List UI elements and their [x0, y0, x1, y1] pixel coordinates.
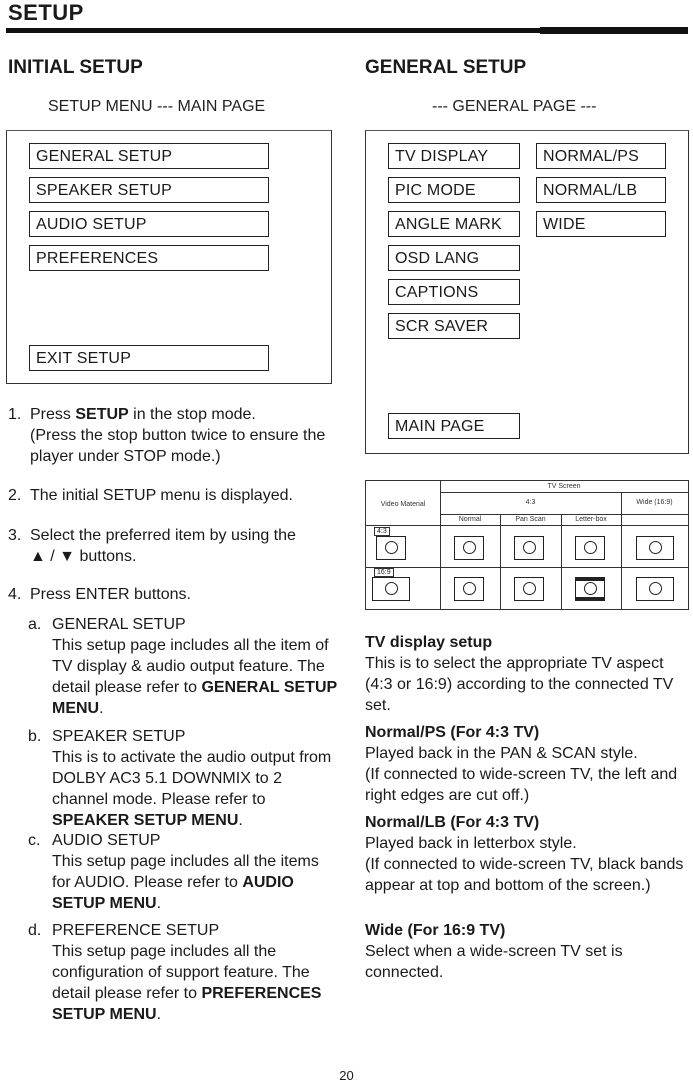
sub-item-b [28, 726, 338, 831]
step-2 [8, 485, 338, 506]
step-text: The initial SETUP menu is displayed. [30, 487, 293, 504]
menu-pic-mode[interactable]: PIC MODE [388, 177, 520, 203]
menu-speaker-setup[interactable]: SPEAKER SETUP [29, 177, 269, 203]
tv-aspect-diagram [365, 480, 689, 610]
sub-ref: SPEAKER SETUP MENU [52, 812, 239, 829]
diagram-tv-screen-label: TV Screen [547, 483, 581, 490]
setup-menu-caption: SETUP MENU --- MAIN PAGE [48, 98, 266, 115]
setup-main-menu [6, 130, 332, 384]
menu-osd-lang[interactable]: OSD LANG [388, 245, 520, 271]
diagram-wide-label: Wide (16:9) [636, 499, 673, 506]
step-text: Select the preferred item by using the [30, 527, 296, 544]
sub-body: This setup page includes all the items for AUDIO. Please refer to [52, 853, 319, 891]
sub-title: AUDIO SETUP [52, 832, 161, 849]
option-normal-ps[interactable]: NORMAL/PS [536, 143, 666, 169]
initial-setup-title: INITIAL SETUP [8, 57, 143, 78]
desc-body: Played back in letterbox style. [365, 835, 577, 852]
step-4 [8, 584, 338, 605]
sub-end: . [156, 895, 162, 912]
desc-body-note: (If connected to wide-screen TV, black bands appear at top and bottom of the screen.) [365, 856, 684, 894]
sub-title: PREFERENCE SETUP [52, 922, 220, 939]
tv-icon-panscan-169 [514, 577, 544, 601]
diagram-43-label: 4:3 [525, 499, 536, 506]
desc-heading: TV display setup [365, 634, 493, 651]
general-setup-title: GENERAL SETUP [365, 57, 527, 78]
menu-tv-display[interactable]: TV DISPLAY [388, 143, 520, 169]
sub-end: . [238, 812, 243, 829]
step-number: 1. [8, 406, 22, 423]
step-text-cont: ▲ / ▼ buttons. [30, 548, 137, 565]
tv-icon-wide-43 [636, 536, 674, 560]
tv-icon-wide-169 [636, 577, 674, 601]
desc-heading: Normal/PS (For 4:3 TV) [365, 724, 540, 741]
desc-normal-ps [365, 722, 685, 806]
diagram-video-material-label: Video Material [380, 501, 426, 508]
step-bold: SETUP [75, 406, 129, 423]
tv-icon-panscan-43 [514, 536, 544, 560]
tv-icon-normal-169 [454, 577, 484, 601]
desc-normal-lb [365, 812, 685, 896]
sub-item-a [28, 614, 338, 719]
option-wide[interactable]: WIDE [536, 211, 666, 237]
desc-wide [365, 920, 685, 983]
step-text: Press ENTER buttons. [30, 586, 191, 603]
sub-letter: c. [28, 832, 41, 849]
sub-letter: b. [28, 728, 42, 745]
diagram-letterbox-label: Letter-box [575, 516, 607, 523]
sub-ref: AUDIO SETUP MENU [52, 874, 294, 912]
menu-audio-setup[interactable]: AUDIO SETUP [29, 211, 269, 237]
step-text: Press [30, 406, 76, 423]
sub-end: . [156, 1006, 162, 1023]
step-3 [8, 525, 338, 567]
step-number: 4. [8, 586, 22, 603]
menu-preferences[interactable]: PREFERENCES [29, 245, 269, 271]
general-setup-menu [365, 130, 689, 454]
tv-icon-letterbox-43 [575, 536, 605, 560]
sub-item-d [28, 920, 338, 1025]
tv-icon-source-43 [376, 536, 406, 560]
desc-body: This is to select the appropriate TV aspect (4:3 or 16:9) according to the connected TV set. [365, 655, 674, 714]
sub-ref: GENERAL SETUP MENU [52, 679, 337, 717]
diagram-row-169-tag: 16:9 [374, 568, 394, 577]
sub-body: This setup page includes all the item of TV display & audio output feature. The detail please refer to [52, 637, 329, 696]
sub-item-c [28, 830, 338, 914]
tv-icon-normal-43 [454, 536, 484, 560]
sub-letter: a. [28, 616, 42, 633]
sub-end: . [99, 700, 104, 717]
sub-title: GENERAL SETUP [52, 616, 186, 633]
step-number: 2. [8, 487, 22, 504]
page-header-title: SETUP [8, 0, 84, 25]
step-1 [8, 404, 338, 467]
sub-letter: d. [28, 922, 42, 939]
desc-heading: Normal/LB (For 4:3 TV) [365, 814, 540, 831]
general-page-caption: --- GENERAL PAGE --- [432, 98, 597, 115]
menu-main-page[interactable]: MAIN PAGE [388, 413, 520, 439]
menu-scr-saver[interactable]: SCR SAVER [388, 313, 520, 339]
diagram-pan-scan-label: Pan Scan [515, 516, 546, 523]
step-note: (Press the stop button twice to ensure the player under STOP mode.) [30, 427, 326, 465]
header-rule-accent [540, 27, 688, 34]
tv-icon-source-169 [372, 577, 410, 601]
sub-body: This is to activate the audio output from DOLBY AC3 5.1 DOWNMIX to 2 channel mode. Please refer to [52, 749, 332, 808]
option-normal-lb[interactable]: NORMAL/LB [536, 177, 666, 203]
page-number: 20 [339, 1068, 354, 1083]
menu-general-setup[interactable]: GENERAL SETUP [29, 143, 269, 169]
desc-body-note: (If connected to wide-screen TV, the left and right edges are cut off.) [365, 766, 678, 804]
desc-tv-display [365, 632, 685, 716]
menu-captions[interactable]: CAPTIONS [388, 279, 520, 305]
sub-body: This setup page includes all the configuration of support feature. The detail please refer to [52, 943, 310, 1002]
menu-angle-mark[interactable]: ANGLE MARK [388, 211, 520, 237]
sub-title: SPEAKER SETUP [52, 728, 186, 745]
tv-icon-letterbox-169 [575, 577, 605, 601]
desc-body: Played back in the PAN & SCAN style. [365, 745, 638, 762]
desc-heading: Wide (For 16:9 TV) [365, 922, 506, 939]
menu-exit-setup[interactable]: EXIT SETUP [29, 345, 269, 371]
step-text: in the stop mode. [128, 406, 256, 423]
sub-ref: PREFERENCES SETUP MENU [52, 985, 322, 1023]
desc-body: Select when a wide-screen TV set is connected. [365, 943, 623, 981]
diagram-row-43-tag: 4:3 [374, 527, 390, 536]
diagram-normal-label: Normal [458, 516, 482, 523]
step-number: 3. [8, 527, 22, 544]
